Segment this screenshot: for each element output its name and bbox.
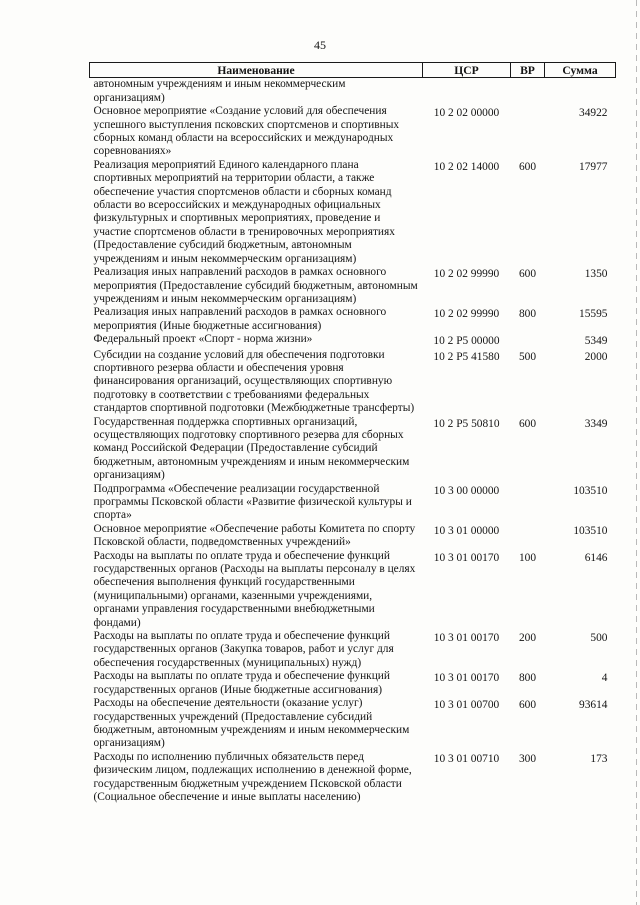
table-row	[90, 349, 616, 416]
row-name-cell: Расходы по исполнению публичных обязательств перед физическим лицом, подлежащих исполнению в денежной форме, государственным бюджетным учреждением Псковской области (Социальное обеспечение и иные выплаты населению)	[93, 750, 412, 803]
row-vr-cell	[511, 416, 545, 483]
row-vr-cell	[511, 266, 545, 306]
row-name-cell: Расходы на выплаты по оплате труда и обеспечение функций государственных органов (Расходы на выплаты персоналу в целях обеспечения выполнения функций государственными (муниципальными) органами, казенными учреждениями, органами управления государственными внебюджетными фондами)	[93, 549, 416, 629]
row-csr-cell	[423, 697, 511, 751]
row-sum-text: 173	[590, 752, 608, 765]
row-vr-text: 600	[518, 160, 537, 173]
budget-table	[89, 62, 616, 804]
row-sum-text: 2000	[584, 350, 608, 363]
row-csr-text: 10 3 01 00710	[433, 752, 500, 765]
row-sum-cell	[545, 550, 616, 630]
row-csr-cell	[423, 333, 511, 348]
row-vr-cell	[511, 105, 545, 159]
row-csr-cell	[423, 523, 511, 550]
table-row	[90, 333, 616, 348]
row-vr-text: 600	[518, 268, 537, 281]
row-csr-text: 10 2 02 99990	[433, 268, 500, 281]
table-row	[90, 306, 616, 333]
table-row	[90, 670, 616, 697]
row-vr-cell	[511, 523, 545, 550]
row-sum-cell	[545, 266, 616, 306]
row-vr-text: 200	[518, 632, 537, 645]
row-sum-cell	[545, 523, 616, 550]
table-row	[90, 416, 616, 483]
row-vr-cell	[511, 550, 545, 630]
row-csr-cell	[423, 306, 511, 333]
row-vr-cell	[511, 483, 545, 523]
row-name-cell: Субсидии на создание условий для обеспечения подготовки спортивного резерва области и обеспечения уровня финансирования организаций, осуществляющих спортивную подготовку в соответствии с требованиями федеральных стандартов спортивной подготовки (Межбюджетные трансферты)	[93, 348, 415, 415]
row-vr-cell	[511, 630, 545, 670]
row-name-cell: Реализация иных направлений расходов в рамках основного мероприятия (Предоставление субсидий бюджетным, автономным учреждениям и иным некоммерческим организациям)	[93, 266, 418, 305]
row-csr-text: 10 3 01 00170	[433, 672, 500, 685]
row-sum-cell	[545, 697, 616, 751]
row-sum-text: 93614	[579, 699, 608, 712]
row-csr-text: 10 2 02 00000	[433, 107, 500, 120]
table-row	[90, 550, 616, 630]
table-row	[90, 483, 616, 523]
row-sum-text: 34922	[579, 107, 608, 120]
row-name-cell: Расходы на выплаты по оплате труда и обеспечение функций государственных органов (Закупка товаров, работ и услуг для обеспечения государственных (муниципальных) нужд)	[93, 630, 394, 669]
row-csr-cell	[423, 266, 511, 306]
row-csr-cell	[423, 550, 511, 630]
row-vr-cell	[511, 670, 545, 697]
row-sum-cell	[545, 159, 616, 266]
row-sum-cell	[545, 483, 616, 523]
row-vr-text: 800	[518, 672, 537, 685]
header-csr: ЦСР	[423, 63, 511, 78]
table-row	[90, 159, 616, 266]
page-number: 45	[314, 38, 326, 52]
row-csr-text: 10 2 02 14000	[433, 160, 500, 173]
row-sum-text: 4	[601, 672, 608, 685]
row-vr-cell	[511, 78, 545, 105]
row-csr-cell	[423, 751, 511, 805]
row-name-cell: Подпрограмма «Обеспечение реализации государственной программы Псковской области «Развитие физической культуры и спорта»	[93, 482, 412, 522]
row-name-cell: Расходы на обеспечение деятельности (оказание услуг) государственных учреждений (Предоставление субсидий бюджетным, автономным учреждениям и иным некоммерческим организациям)	[93, 697, 410, 750]
row-vr-cell	[511, 697, 545, 751]
header-name: Наименование	[90, 63, 423, 78]
row-name-cell: Расходы на выплаты по оплате труда и обеспечение функций государственных органов (Иные бюджетные ассигнования)	[93, 670, 390, 696]
row-sum-cell	[545, 333, 616, 348]
scan-edge-line	[636, 0, 637, 905]
row-sum-cell	[545, 78, 616, 105]
table-row	[90, 697, 616, 751]
row-sum-text: 1350	[584, 268, 608, 281]
row-sum-cell	[545, 349, 616, 416]
row-sum-text: 500	[590, 632, 608, 645]
row-csr-text: 10 3 01 00170	[433, 551, 500, 564]
row-vr-text: 300	[518, 752, 537, 765]
row-vr-cell	[511, 333, 545, 348]
row-sum-text: 3349	[584, 417, 608, 430]
row-csr-text: 10 2 02 99990	[433, 308, 500, 321]
table-body	[90, 78, 616, 804]
row-vr-text: 600	[518, 699, 537, 712]
row-name-cell: Государственная поддержка спортивных организаций, осуществляющих подготовку спортивного резерва для сборных команд Российской Федерации (Предоставление субсидий бюджетным, автономным учреждениям и иным некоммерческим организациям)	[93, 415, 410, 482]
row-csr-cell	[423, 416, 511, 483]
row-name-cell: автономным учреждениям и иным некоммерческим организациям)	[93, 78, 346, 104]
row-sum-cell	[545, 306, 616, 333]
row-vr-text: 600	[518, 417, 537, 430]
row-vr-text: 500	[518, 350, 537, 363]
table-row	[90, 751, 616, 805]
row-name-cell: Основное мероприятие «Обеспечение работы Комитета по спорту Псковской области, подведомственных учреждений»	[93, 522, 416, 549]
row-csr-text: 10 2 P5 00000	[433, 335, 500, 348]
row-sum-text: 103510	[573, 524, 608, 537]
row-csr-cell	[423, 349, 511, 416]
row-name-cell: Основное мероприятие «Создание условий для обеспечения успешного выступления псковских спортсменов и спортивных сборных команд области на всероссийских и международных соревнованиях»	[93, 105, 400, 158]
table-row	[90, 266, 616, 306]
row-sum-text: 6146	[584, 551, 608, 564]
row-sum-cell	[545, 630, 616, 670]
row-name-cell: Реализация иных направлений расходов в рамках основного мероприятия (Иные бюджетные ассигнования)	[93, 306, 387, 332]
row-csr-cell	[423, 159, 511, 266]
row-sum-text: 15595	[579, 308, 608, 321]
row-csr-text: 10 2 P5 41580	[433, 350, 500, 363]
row-vr-cell	[511, 751, 545, 805]
header-sum: Сумма	[545, 63, 616, 78]
table-row	[90, 630, 616, 670]
table-row	[90, 78, 616, 105]
row-csr-cell	[423, 78, 511, 105]
row-name-cell: Реализация мероприятий Единого календарного плана спортивных мероприятий на территории области, а также обеспечение участия спортсменов области и сборных команд области во всероссийских и международных официальных физкультурных и спортивных мероприятиях, проведение и участие спортсменов области в тренировочных мероприятиях (Предоставление субсидий бюджетным, автономным учреждениям и иным некоммерческим организациям)	[93, 158, 395, 265]
row-vr-cell	[511, 349, 545, 416]
table-row	[90, 523, 616, 550]
table-row	[90, 105, 616, 159]
row-name-cell: Федеральный проект «Спорт - норма жизни»	[93, 333, 313, 346]
row-csr-text: 10 3 01 00170	[433, 632, 500, 645]
row-csr-text: 10 3 01 00000	[433, 524, 500, 537]
row-sum-text: 17977	[579, 160, 608, 173]
row-csr-cell	[423, 105, 511, 159]
table-header	[90, 63, 616, 78]
row-csr-text: 10 2 P5 50810	[433, 417, 500, 430]
row-sum-text: 5349	[584, 335, 608, 348]
row-vr-text: 100	[518, 551, 537, 564]
row-vr-cell	[511, 159, 545, 266]
header-vr: ВР	[511, 63, 545, 78]
row-csr-cell	[423, 483, 511, 523]
row-vr-cell	[511, 306, 545, 333]
row-vr-text: 800	[518, 308, 537, 321]
row-csr-text: 10 3 01 00700	[433, 699, 500, 712]
row-sum-cell	[545, 670, 616, 697]
row-csr-cell	[423, 630, 511, 670]
row-sum-cell	[545, 751, 616, 805]
row-sum-text: 103510	[573, 484, 608, 497]
header-row	[90, 63, 616, 78]
row-sum-cell	[545, 416, 616, 483]
row-csr-text: 10 3 00 00000	[433, 484, 500, 497]
row-csr-cell	[423, 670, 511, 697]
row-sum-cell	[545, 105, 616, 159]
